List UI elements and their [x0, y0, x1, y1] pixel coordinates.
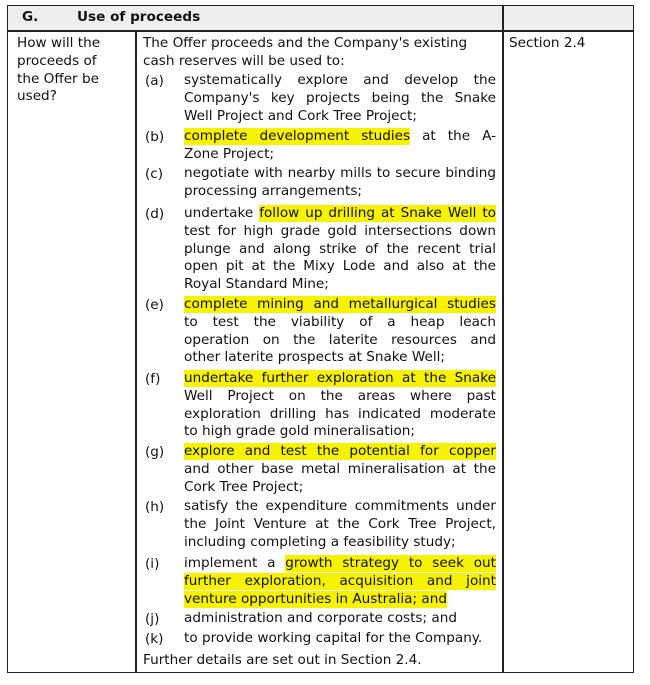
text-run: including completing a feasibility study;: [184, 533, 456, 550]
highlighted-text: venture opportunities in Australia; and: [184, 590, 447, 607]
text-run: Well Project on the areas where past: [184, 387, 496, 404]
list-item-line: [184, 72, 496, 90]
text-run: other laterite prospects at Snake Well;: [184, 349, 446, 366]
text-run: plunge and along strike of the recent trial: [184, 240, 496, 257]
list-item-line: [184, 276, 496, 294]
text-run: administration and corporate costs; and: [184, 610, 457, 626]
list-item-line: [184, 128, 496, 146]
list-item-line: [184, 461, 496, 479]
list-item: [184, 296, 496, 367]
list-item-line: [184, 423, 496, 441]
list-item-line: [184, 165, 496, 183]
list-item-line: [184, 183, 496, 201]
highlighted-text: explore and test the potential for copper: [184, 443, 496, 459]
list-item: [184, 72, 496, 125]
list-item-label: (e): [145, 297, 164, 313]
list-item-line: [184, 370, 496, 388]
list-item-label: (i): [145, 556, 160, 572]
text-run: operation on the laterite resources and: [184, 331, 496, 348]
footer-note: Further details are set out in Section 2.4.: [143, 652, 422, 668]
text-run: exploration drilling has indicated moderate: [184, 405, 496, 422]
list-item-label: (j): [145, 611, 160, 627]
list-item: [184, 610, 496, 628]
list-item-line: [184, 555, 496, 573]
text-run: undertake: [184, 205, 260, 221]
text-run: at the A-: [410, 128, 496, 144]
text-run: test for high grade gold intersections down: [184, 222, 496, 239]
list-item-line: [184, 314, 496, 332]
list-item: [184, 128, 496, 164]
list-item: [184, 498, 496, 551]
list-item: [184, 555, 496, 608]
column-divider-1: [135, 30, 137, 673]
section-title: Use of proceeds: [77, 9, 201, 25]
list-item-line: [184, 108, 496, 126]
list-item-line: [184, 90, 496, 108]
list-item-line: [184, 610, 496, 628]
highlighted-text: growth strategy to seek out: [285, 555, 496, 571]
text-run: Zone Project;: [184, 145, 275, 162]
list-item-line: [184, 443, 496, 461]
list-item-label: (d): [145, 206, 165, 222]
list-item-label: (c): [145, 166, 164, 182]
list-item-label: (f): [145, 371, 161, 387]
question-line: the Offer be: [17, 70, 99, 87]
text-run: systematically explore and develop the: [184, 72, 496, 88]
text-run: Well Project and Cork Tree Project;: [184, 107, 417, 124]
text-run: processing arrangements;: [184, 182, 362, 199]
list-item-line: [184, 479, 496, 497]
text-run: satisfy the expenditure commitments under: [184, 498, 496, 514]
text-run: to high grade gold mineralisation;: [184, 423, 415, 440]
list-item-line: [184, 258, 496, 276]
highlighted-text: complete development studies: [184, 128, 411, 144]
list-item-label: (b): [145, 129, 165, 145]
text-run: Royal Standard Mine;: [184, 276, 329, 293]
list-item-line: [184, 349, 496, 367]
text-run: to test the viability of a heap leach: [184, 313, 496, 330]
column-divider-2: [502, 5, 504, 673]
highlighted-text: undertake further exploration at the Snake: [184, 370, 496, 386]
text-run: and other base metal mineralisation at the: [184, 460, 496, 477]
list-item-line: [184, 534, 496, 552]
question-line: How will the: [17, 35, 101, 51]
list-item: [184, 630, 496, 648]
list-item-line: [184, 205, 496, 223]
list-item-line: [184, 296, 496, 314]
question-line: used?: [17, 88, 57, 105]
text-run: negotiate with nearby mills to secure binding: [184, 165, 496, 181]
list-item: [184, 205, 496, 294]
list-item-line: [184, 516, 496, 534]
list-item-label: (h): [145, 499, 165, 515]
list-item: [184, 165, 496, 201]
list-item-label: (a): [145, 73, 164, 89]
intro-line: The Offer proceeds and the Company's existing: [143, 35, 468, 51]
list-item-line: [184, 630, 496, 648]
text-run: open pit at the Mixy Lode and also at the: [184, 258, 496, 275]
text-run: Company's key projects being the Snake: [184, 89, 496, 106]
section-letter: G.: [22, 9, 39, 25]
list-item-line: [184, 388, 496, 406]
list-item-label: (g): [145, 444, 165, 460]
list-item: [184, 370, 496, 441]
intro-line: cash reserves will be used to:: [143, 52, 345, 69]
highlighted-text: complete mining and metallurgical studies: [184, 296, 496, 312]
text-run: Cork Tree Project;: [184, 478, 304, 495]
list-item-line: [184, 498, 496, 516]
list-item-line: [184, 223, 496, 241]
text-run: implement a: [184, 555, 286, 571]
header-divider: [7, 30, 634, 32]
list-item-line: [184, 406, 496, 424]
list-item: [184, 443, 496, 496]
highlighted-text: follow up drilling at Snake Well to: [259, 205, 496, 221]
reference-cell: Section 2.4: [509, 35, 586, 51]
text-run: to provide working capital for the Company.: [184, 630, 483, 646]
highlighted-text: further exploration, acquisition and joint: [184, 572, 496, 589]
list-item-label: (k): [145, 631, 164, 647]
list-item-line: [184, 573, 496, 591]
text-run: the Joint Venture at the Cork Tree Project,: [184, 515, 496, 532]
list-item-line: [184, 146, 496, 164]
list-item-line: [184, 591, 496, 609]
list-item-line: [184, 332, 496, 350]
question-line: proceeds of: [17, 52, 97, 69]
list-item-line: [184, 241, 496, 259]
